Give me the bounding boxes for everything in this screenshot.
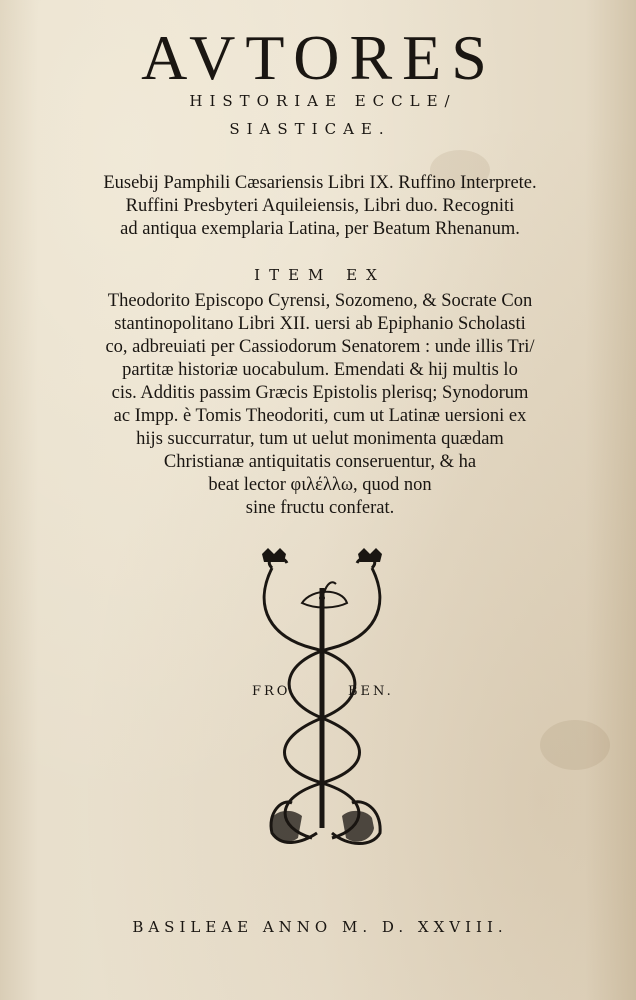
second-block-line: sine fructu conferat. [245,498,395,518]
printer-mark-left: FRO [252,684,291,699]
second-block-line: partitæ historiæ uocabulum. Emendati & hij multis lo [122,360,518,380]
printer-device-caduceus [232,548,412,888]
second-block-line: Theodorito Episcopo Cyrensi, Sozomeno, & Socrate Con [107,291,533,311]
second-block-line: ac Impp. è Tomis Theodoriti, cum ut Latinæ uersioni ex [113,406,527,426]
paper-stain [540,720,610,770]
printer-mark-right: BEN. [348,684,394,699]
item-ex-heading: ITEM EX [254,266,386,284]
second-block-line: co, adbreuiati per Cassiodorum Senatorem : unde illis Tri/ [105,337,535,357]
subtitle-line-2: SIASTICAE. [229,120,391,138]
second-block-line: stantinopolitano Libri XII. uersi ab Epiphanio Scholasti [114,314,526,334]
second-block-line: Christianæ antiquitatis conseruentur, & ha [163,452,477,472]
book-title: AVTORES [141,22,497,93]
subtitle-line-1: HISTORIAE ECCLE/ [189,92,457,110]
first-block-line: ad antiqua exemplaria Latina, per Beatum Rhenanum. [120,219,520,239]
first-block-line: Eusebij Pamphili Cæsariensis Libri IX. Ruffino Interprete. [103,173,537,193]
second-block-line: beat lector φιλέλλω, quod non [208,475,432,495]
first-block-line: Ruffini Presbyteri Aquileiensis, Libri duo. Recogniti [125,196,515,216]
second-block-line: cis. Additis passim Græcis Epistolis plerisq; Synodorum [111,383,529,403]
second-block-line: hijs succurratur, tum ut uelut monimenta quædam [136,429,504,449]
imprint-line: BASILEAE ANNO M. D. XXVIII. [132,918,508,936]
